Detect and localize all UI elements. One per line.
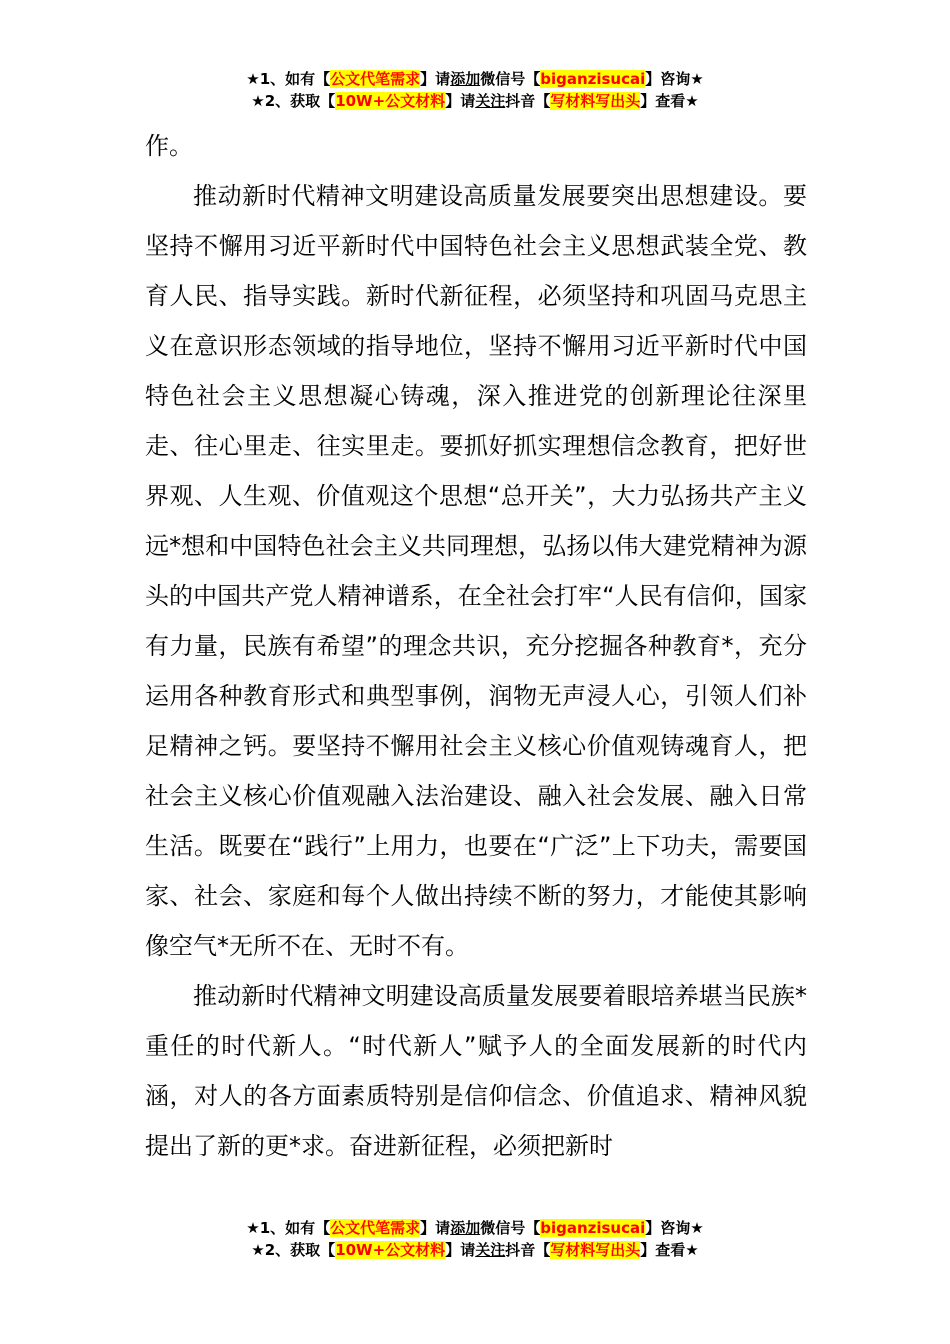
highlight-service: 公文代笔需求 bbox=[330, 1219, 421, 1237]
banner-line-1: ★1、如有【公文代笔需求】请添加微信号【biganzisucai】咨询★ bbox=[246, 1219, 704, 1237]
highlight-wechat-id: biganzisucai bbox=[540, 70, 646, 88]
paragraph: 作。 bbox=[145, 132, 193, 160]
banner-line-1: ★1、如有【公文代笔需求】请添加微信号【biganzisucai】咨询★ bbox=[246, 70, 704, 88]
banner-line-2: ★2、获取【10W+公文材料】请关注抖音【写材料写出头】查看★ bbox=[251, 1241, 699, 1259]
highlight-materials: 10W+公文材料 bbox=[335, 92, 446, 110]
header-banner bbox=[0, 68, 950, 112]
banner-line-2: ★2、获取【10W+公文材料】请关注抖音【写材料写出头】查看★ bbox=[251, 92, 699, 110]
highlight-wechat-id: biganzisucai bbox=[540, 1219, 646, 1237]
highlight-douyin-account: 写材料写出头 bbox=[550, 1241, 641, 1259]
document-body bbox=[145, 121, 807, 1171]
highlight-materials: 10W+公文材料 bbox=[335, 1241, 446, 1259]
paragraph: 推动新时代精神文明建设高质量发展要突出思想建设。要坚持不懈用习近平新时代中国特色社会主义思想武装全党、教育人民、指导实践。新时代新征程，必须坚持和巩固马克思主义在意识形态领域的指导地位，坚持不懈用习近平新时代中国特色社会主义思想凝心铸魂，深入推进党的创新理论往深里走、往心里走、往实里走。要抓好抓实理想信念教育，把好世界观、人生观、价值观这个思想“总开关”，大力弘扬共产主义远*想和中国特色社会主义共同理想，弘扬以伟大建党精神为源头的中国共产党人精神谱系，在全社会打牢“人民有信仰，国家有力量，民族有希望”的理念共识，充分挖掘各种教育*，充分运用各种教育形式和典型事例，润物无声浸人心，引领人们补足精神之钙。要坚持不懈用社会主义核心价值观铸魂育人，把社会主义核心价值观融入法治建设、融入社会发展、融入日常生活。既要在“践行”上用力，也要在“广泛”上下功夫，需要国家、社会、家庭和每个人做出持续不断的努力，才能使其影响像空气*无所不在、无时不有。 bbox=[145, 182, 807, 960]
highlight-service: 公文代笔需求 bbox=[330, 70, 421, 88]
footer-banner bbox=[0, 1217, 950, 1261]
paragraph: 推动新时代精神文明建设高质量发展要着眼培养堪当民族*重任的时代新人。“时代新人”赋予人的全面发展新的时代内涵，对人的各方面素质特别是信仰信念、价值追求、精神风貌提出了新的更*求。奋进新征程，必须把新时 bbox=[145, 982, 807, 1160]
highlight-douyin-account: 写材料写出头 bbox=[550, 92, 641, 110]
